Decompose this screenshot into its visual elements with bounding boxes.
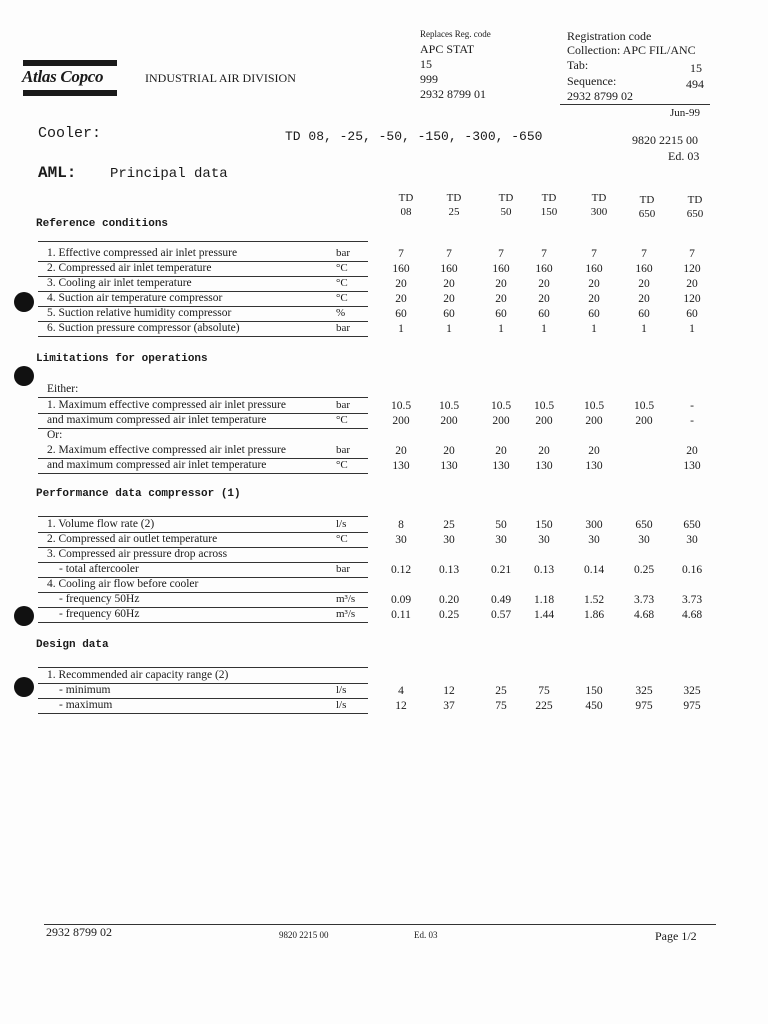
cell-value: 30 — [638, 534, 650, 546]
row-label: - frequency 50Hz — [59, 593, 140, 605]
cell-value: 0.21 — [490, 564, 512, 576]
cell-value: 12 — [443, 685, 455, 697]
division-name: INDUSTRIAL AIR DIVISION — [145, 71, 296, 85]
cell-value: 0.12 — [390, 564, 412, 576]
cell-value: 10.5 — [583, 400, 605, 412]
cell-value: 60 — [538, 308, 550, 320]
section-title-reference: Reference conditions — [36, 218, 169, 230]
row-unit: m³/s — [336, 608, 356, 620]
cell-value: 10.5 — [390, 400, 412, 412]
footer-reg-code: 2932 8799 02 — [46, 925, 112, 939]
row-label: 5. Suction relative humidity compressor — [47, 307, 232, 319]
cell-value: 0.20 — [438, 594, 460, 606]
cell-value: 30 — [538, 534, 550, 546]
cooler-models: TD 08, -25, -50, -150, -300, -650 — [285, 129, 543, 144]
row-label: 4. Suction air temperature compressor — [47, 292, 223, 304]
row-label: - frequency 60Hz — [59, 608, 140, 620]
row-label: - total aftercooler — [59, 563, 139, 575]
row-unit: °C — [336, 262, 348, 274]
row-unit: bar — [336, 563, 351, 575]
punch-hole-mark — [14, 606, 34, 626]
cell-value: 20 — [638, 278, 650, 290]
row-unit: bar — [336, 444, 351, 456]
cell-value: 25 — [495, 685, 507, 697]
cell-value: 150 — [535, 519, 553, 531]
cell-value: 1 — [398, 323, 404, 335]
cell-value: 650 — [683, 519, 701, 531]
cell-value: 130 — [440, 460, 458, 472]
cell-value: 60 — [588, 308, 600, 320]
row-label: 2. Compressed air outlet temperature — [47, 533, 218, 545]
row-label: 3. Compressed air pressure drop across — [47, 548, 228, 560]
row-label: - maximum — [59, 699, 113, 711]
cell-value: 160 — [535, 263, 553, 275]
cell-value: 60 — [686, 308, 698, 320]
punch-hole-mark — [14, 292, 34, 312]
cell-value: 20 — [395, 278, 407, 290]
cell-value: 7 — [498, 248, 504, 260]
registration-number: 2932 8799 02 — [567, 89, 633, 103]
cell-value: 60 — [638, 308, 650, 320]
cell-value: 20 — [495, 293, 507, 305]
replaces-value-3: 999 — [420, 72, 438, 86]
cell-value: 20 — [495, 445, 507, 457]
cell-value: 200 — [585, 415, 603, 427]
section-rule — [38, 667, 368, 668]
cell-value: 0.11 — [391, 609, 411, 621]
cell-value: 4.68 — [633, 609, 655, 621]
cell-value: 8 — [398, 519, 404, 531]
cell-value: 130 — [585, 460, 603, 472]
aml-label: AML: — [38, 164, 77, 182]
row-label: 6. Suction pressure compressor (absolute) — [47, 322, 240, 334]
registration-label: Registration code — [567, 29, 652, 43]
cell-value: 1 — [446, 323, 452, 335]
row-unit: l/s — [336, 518, 347, 530]
doc-date: Jun-99 — [670, 107, 700, 119]
column-header: TD 650 — [686, 194, 704, 220]
cell-value: 0.57 — [490, 609, 512, 621]
cell-value: 1 — [641, 323, 647, 335]
cell-value: 160 — [585, 263, 603, 275]
column-header: TD 150 — [540, 192, 558, 218]
atlas-copco-logo: Atlas Copco — [22, 67, 104, 86]
cell-value: 20 — [686, 445, 698, 457]
row-label: 3. Cooling air inlet temperature — [47, 277, 192, 289]
doc-edition: Ed. 03 — [668, 149, 700, 163]
cell-value: 1.44 — [533, 609, 555, 621]
cell-value: 300 — [585, 519, 603, 531]
punch-hole-mark — [14, 677, 34, 697]
cell-value: 200 — [535, 415, 553, 427]
cell-value: 20 — [538, 278, 550, 290]
cell-value: 150 — [585, 685, 603, 697]
cell-value: 0.49 — [490, 594, 512, 606]
cell-value: 130 — [683, 460, 701, 472]
row-label: and maximum compressed air inlet temperature — [47, 414, 267, 426]
replaces-value-1: APC STAT — [420, 42, 475, 56]
cell-value: 10.5 — [633, 400, 655, 412]
column-header: TD 650 — [638, 194, 656, 220]
logo-bar-bottom — [23, 90, 117, 96]
cell-value: 20 — [495, 278, 507, 290]
row-unit: °C — [336, 414, 348, 426]
cell-value: 0.25 — [633, 564, 655, 576]
cell-value: 160 — [492, 263, 510, 275]
cell-value: 975 — [635, 700, 653, 712]
cell-value: 20 — [395, 293, 407, 305]
row-unit: °C — [336, 533, 348, 545]
cell-value: 325 — [635, 685, 653, 697]
cell-value: 12 — [395, 700, 407, 712]
row-unit: °C — [336, 292, 348, 304]
cell-value: 200 — [492, 415, 510, 427]
row-label: 2. Compressed air inlet temperature — [47, 262, 212, 274]
row-rule — [38, 622, 368, 623]
cell-value: 75 — [538, 685, 550, 697]
cell-value: 30 — [686, 534, 698, 546]
cell-value: 1 — [498, 323, 504, 335]
cell-value: 30 — [395, 534, 407, 546]
cell-value: 20 — [686, 278, 698, 290]
cell-value: 20 — [395, 445, 407, 457]
cell-value: 7 — [641, 248, 647, 260]
cell-value: 20 — [638, 293, 650, 305]
row-label: 1. Volume flow rate (2) — [47, 518, 155, 530]
cell-value: 120 — [683, 293, 701, 305]
row-rule — [38, 336, 368, 337]
cell-value: - — [690, 400, 694, 412]
cell-value: 200 — [392, 415, 410, 427]
cell-value: 30 — [588, 534, 600, 546]
cell-value: 25 — [443, 519, 455, 531]
cell-value: 50 — [495, 519, 507, 531]
section-rule — [38, 241, 368, 242]
cell-value: 650 — [635, 519, 653, 531]
section-rule — [38, 397, 368, 398]
row-rule — [38, 713, 368, 714]
row-unit: bar — [336, 247, 351, 259]
cell-value: 20 — [588, 278, 600, 290]
or-label: Or: — [47, 429, 63, 441]
row-unit: bar — [336, 399, 351, 411]
row-unit: bar — [336, 322, 351, 334]
cell-value: 75 — [495, 700, 507, 712]
column-header: TD 50 — [498, 192, 514, 218]
sequence-value: 494 — [686, 77, 704, 91]
cell-value: 20 — [588, 445, 600, 457]
column-header: TD 08 — [398, 192, 414, 218]
column-header: TD 300 — [590, 192, 608, 218]
cell-value: 0.13 — [438, 564, 460, 576]
cell-value: 1 — [591, 323, 597, 335]
cell-value: - — [690, 415, 694, 427]
sequence-label: Sequence: — [567, 74, 617, 88]
row-rule — [38, 428, 368, 429]
cell-value: 20 — [443, 293, 455, 305]
cell-value: 7 — [398, 248, 404, 260]
replaces-value-2: 15 — [420, 57, 432, 71]
cell-value: 975 — [683, 700, 701, 712]
row-unit: % — [336, 307, 346, 319]
cell-value: 20 — [538, 293, 550, 305]
cell-value: 20 — [588, 293, 600, 305]
logo-bar-top — [23, 60, 117, 66]
row-unit: °C — [336, 277, 348, 289]
cell-value: 0.25 — [438, 609, 460, 621]
cell-value: 3.73 — [681, 594, 703, 606]
cell-value: 4.68 — [681, 609, 703, 621]
cell-value: 37 — [443, 700, 455, 712]
cell-value: 7 — [689, 248, 695, 260]
footer-edition: Ed. 03 — [414, 930, 438, 940]
cell-value: 10.5 — [533, 400, 555, 412]
cell-value: 120 — [683, 263, 701, 275]
aml-title: Principal data — [110, 166, 228, 182]
cell-value: 60 — [495, 308, 507, 320]
cell-value: 160 — [392, 263, 410, 275]
cell-value: 225 — [535, 700, 553, 712]
footer-doc-number: 9820 2215 00 — [279, 930, 329, 940]
cell-value: 60 — [443, 308, 455, 320]
cell-value: 1.52 — [583, 594, 605, 606]
replaces-label: Replaces Reg. code — [420, 29, 491, 39]
cell-value: 7 — [541, 248, 547, 260]
cell-value: 1.86 — [583, 609, 605, 621]
cell-value: 0.09 — [390, 594, 412, 606]
section-title-limitations: Limitations for operations — [36, 353, 208, 365]
footer-rule — [44, 924, 716, 925]
cell-value: 160 — [440, 263, 458, 275]
row-unit: °C — [336, 459, 348, 471]
section-rule — [38, 516, 368, 517]
cell-value: 20 — [443, 445, 455, 457]
replaces-value-4: 2932 8799 01 — [420, 87, 486, 101]
row-label: 1. Maximum effective compressed air inlet pressure — [47, 399, 286, 411]
footer-page: Page 1/2 — [655, 929, 697, 943]
tab-value: 15 — [690, 61, 702, 75]
cell-value: 0.13 — [533, 564, 555, 576]
cooler-label: Cooler: — [38, 125, 102, 142]
header-rule — [560, 104, 710, 105]
row-unit: m³/s — [336, 593, 356, 605]
cell-value: 200 — [635, 415, 653, 427]
cell-value: 1 — [689, 323, 695, 335]
row-rule — [38, 473, 368, 474]
cell-value: 4 — [398, 685, 404, 697]
row-label: and maximum compressed air inlet temperature — [47, 459, 267, 471]
cell-value: 10.5 — [438, 400, 460, 412]
row-label: 1. Recommended air capacity range (2) — [47, 669, 229, 681]
cell-value: 30 — [443, 534, 455, 546]
cell-value: 20 — [443, 278, 455, 290]
cell-value: 20 — [538, 445, 550, 457]
cell-value: 0.16 — [681, 564, 703, 576]
cell-value: 130 — [392, 460, 410, 472]
row-label: - minimum — [59, 684, 111, 696]
doc-number: 9820 2215 00 — [632, 133, 698, 147]
cell-value: 450 — [585, 700, 603, 712]
section-title-design: Design data — [36, 639, 109, 651]
tab-label: Tab: — [567, 58, 589, 72]
cell-value: 10.5 — [490, 400, 512, 412]
cell-value: 3.73 — [633, 594, 655, 606]
row-unit: l/s — [336, 684, 347, 696]
cell-value: 325 — [683, 685, 701, 697]
row-label: 4. Cooling air flow before cooler — [47, 578, 199, 590]
cell-value: 30 — [495, 534, 507, 546]
cell-value: 0.14 — [583, 564, 605, 576]
cell-value: 160 — [635, 263, 653, 275]
cell-value: 130 — [535, 460, 553, 472]
column-header: TD 25 — [446, 192, 462, 218]
cell-value: 130 — [492, 460, 510, 472]
row-unit: l/s — [336, 699, 347, 711]
punch-hole-mark — [14, 366, 34, 386]
collection: Collection: APC FIL/ANC — [567, 43, 696, 57]
cell-value: 7 — [591, 248, 597, 260]
row-label: 1. Effective compressed air inlet pressure — [47, 247, 238, 259]
cell-value: 1 — [541, 323, 547, 335]
cell-value: 1.18 — [533, 594, 555, 606]
section-title-performance: Performance data compressor (1) — [36, 488, 241, 500]
cell-value: 200 — [440, 415, 458, 427]
cell-value: 60 — [395, 308, 407, 320]
cell-value: 7 — [446, 248, 452, 260]
row-label: 2. Maximum effective compressed air inlet pressure — [47, 444, 286, 456]
either-label: Either: — [47, 383, 79, 395]
